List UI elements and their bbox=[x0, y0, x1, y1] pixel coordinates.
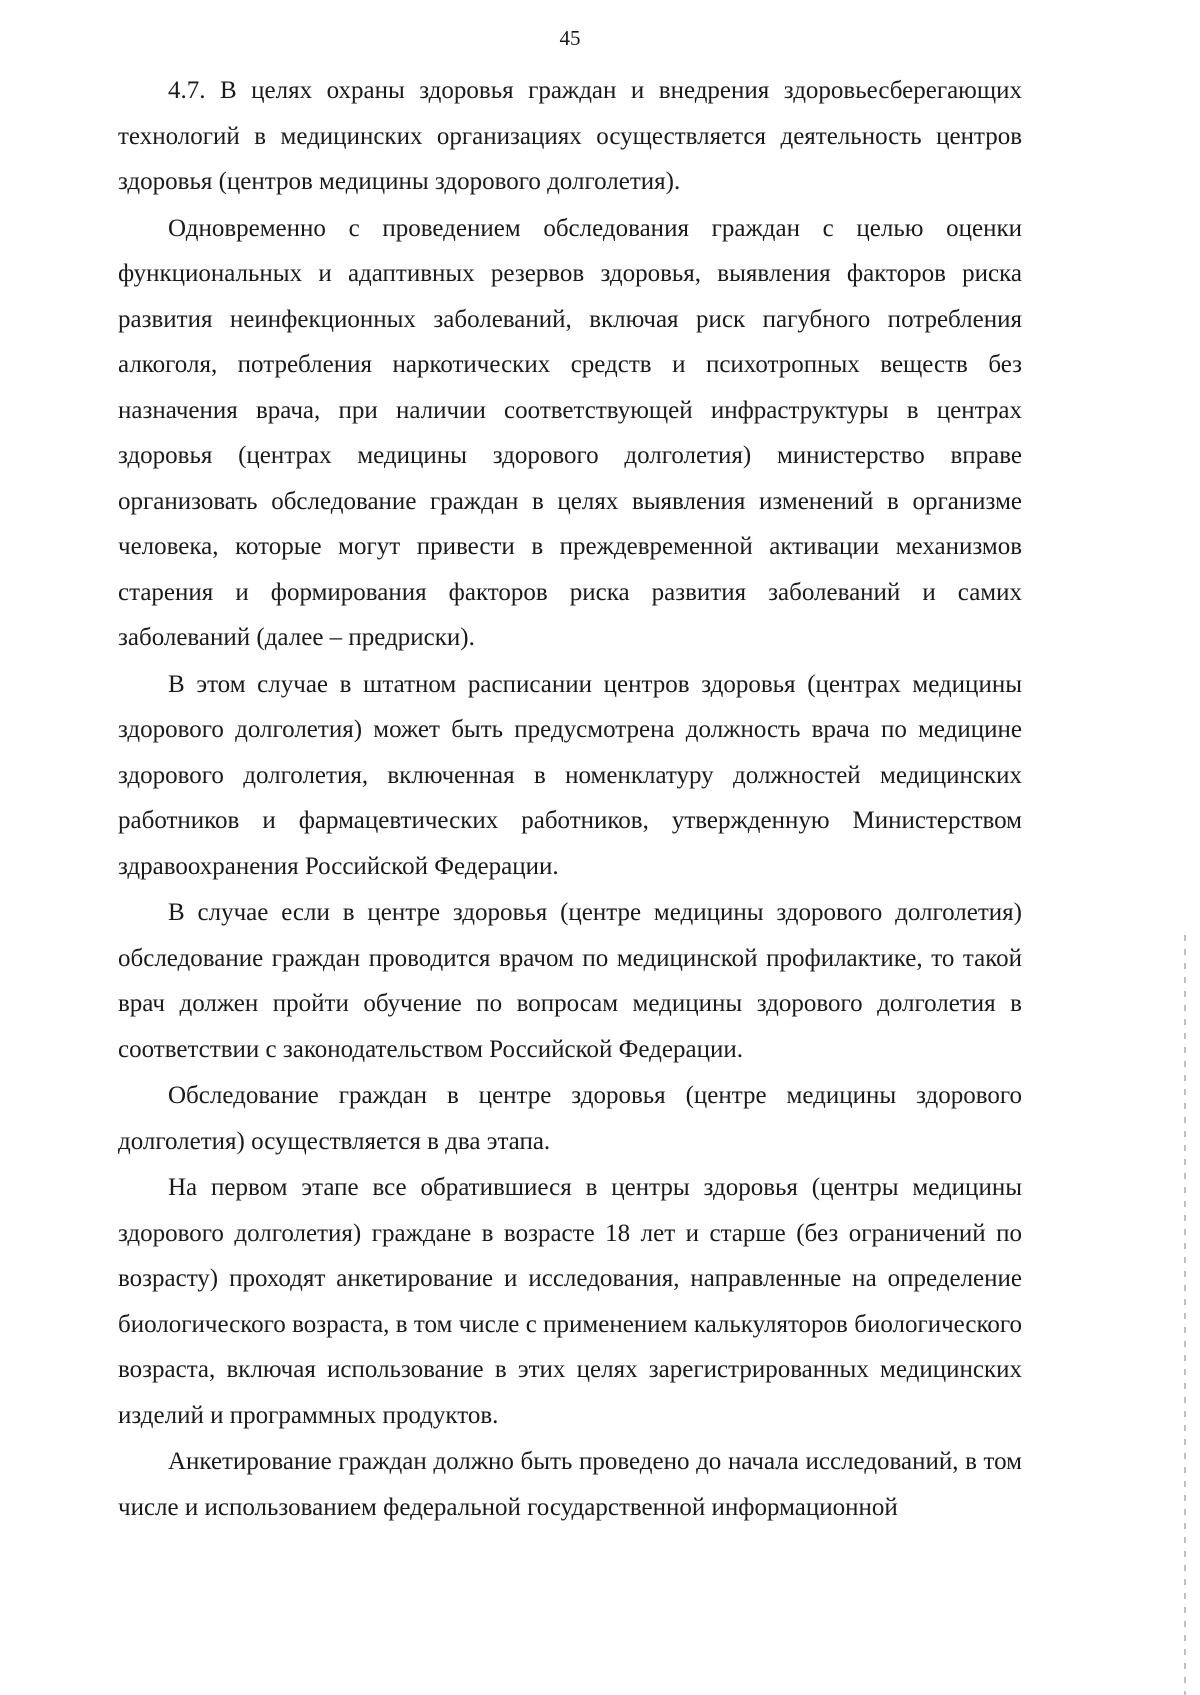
paragraph-staffing: В этом случае в штатном расписании центров здоровья (центрах медицины здорового долголетия) может быть предусмотрена должность врача по медицине здорового долголетия, включенная в номенклатуру должностей медицинских работников и фармацевтических работников, утвержденную Министерством здравоохранения Российской Федерации. bbox=[118, 670, 1022, 880]
scan-edge-mark bbox=[1184, 935, 1186, 1695]
document-body bbox=[118, 68, 1022, 1530]
paragraph-4-7: 4.7. В целях охраны здоровья граждан и внедрения здоровьесберегающих технологий в медицинских организациях осуществляется деятельность центров здоровья (центров медицины здорового долголетия). bbox=[118, 77, 1022, 195]
paragraph-survey: Анкетирование граждан должно быть проведено до начала исследований, в том числе и использованием федеральной государственной информационной bbox=[118, 1448, 1022, 1521]
paragraph-training: В случае если в центре здоровья (центре медицины здорового долголетия) обследование граждан проводится врачом по медицинской профилактике, то такой врач должен пройти обучение по вопросам медицины здорового долголетия в соответствии с законодательством Российской Федерации. bbox=[118, 899, 1022, 1063]
paragraph-first-stage: На первом этапе все обратившиеся в центры здоровья (центры медицины здорового долголетия) граждане в возрасте 18 лет и старше (без ограничений по возрасту) проходят анкетирование и исследования, направленные на определение биологического возраста, в том числе с применением калькуляторов биологического возраста, включая использование в этих целях зарегистрированных медицинских изделий и программных продуктов. bbox=[118, 1174, 1022, 1429]
paragraph-examination: Одновременно с проведением обследования граждан с целью оценки функциональных и адаптивных резервов здоровья, выявления факторов риска развития неинфекционных заболеваний, включая риск пагубного потребления алкоголя, потребления наркотических средств и психотропных веществ без назначения врача, при наличии соответствующей инфраструктуры в центрах здоровья (центрах медицины здорового долголетия) министерство вправе организовать обследование граждан в целях выявления изменений в организме человека, которые могут привести в преждевременной активации механизмов старения и формирования факторов риска развития заболеваний и самих заболеваний (далее – предриски). bbox=[118, 214, 1022, 651]
page-number: 45 bbox=[559, 26, 581, 50]
paragraph-two-stages: Обследование граждан в центре здоровья (центре медицины здорового долголетия) осуществляется в два этапа. bbox=[118, 1082, 1022, 1155]
